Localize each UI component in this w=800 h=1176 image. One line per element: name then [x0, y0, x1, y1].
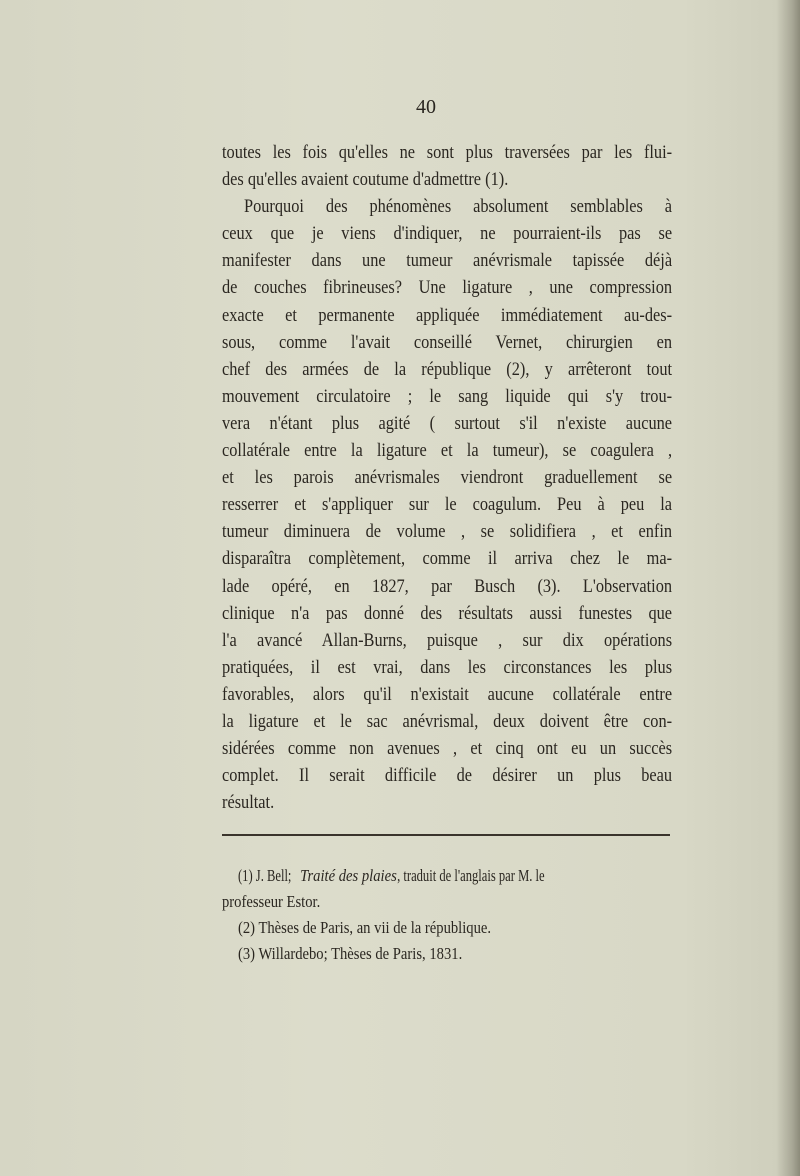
footnote-2: (2) Thèses de Paris, an vii de la république. — [238, 918, 492, 937]
text-line-content: l'a avancé Allan-Burns, puisque , sur dix opérations — [222, 629, 673, 651]
text-line — [222, 193, 672, 220]
text-line-content: clinique n'a pas donné des résultats aussi funestes que — [222, 602, 673, 624]
text-line-content: la ligature et le sac anévrismal, deux doivent être con- — [222, 710, 673, 732]
text-line — [222, 410, 672, 437]
text-line-content: resserrer et s'appliquer sur le coagulum. Peu à peu la — [222, 494, 673, 516]
body-text — [222, 139, 672, 816]
text-line — [222, 762, 672, 789]
text-line — [222, 491, 672, 518]
text-line-content: chef des armées de la république (2), y arrêteront tout — [222, 358, 673, 380]
footnote-1-continuation: professeur Estor. — [222, 892, 321, 911]
text-line — [222, 383, 672, 410]
text-line-content: des qu'elles avaient coutume d'admettre (1). — [222, 169, 509, 191]
footnote-1-prefix: (1) J. Bell; — [238, 866, 292, 885]
text-line-content: tumeur diminuera de volume , se solidifiera , et enfin — [222, 521, 673, 543]
text-line — [222, 573, 672, 600]
text-line-content: manifester dans une tumeur anévrismale tapissée déjà — [222, 250, 673, 272]
text-line — [222, 139, 672, 166]
text-line-content: de couches fibrineuses? Une ligature , une compression — [222, 277, 673, 299]
footnotes — [222, 863, 672, 967]
text-line — [222, 220, 672, 247]
text-line — [222, 681, 672, 708]
text-line — [222, 464, 672, 491]
footnote-1-title: Traité des plaies — [300, 866, 397, 885]
text-line — [222, 356, 672, 383]
text-line — [222, 274, 672, 301]
text-line — [222, 600, 672, 627]
text-line-content: ceux que je viens d'indiquer, ne pourraient-ils pas se — [222, 223, 673, 245]
text-line — [222, 654, 672, 681]
text-line-content: complet. Il serait difficile de désirer un plus beau — [222, 765, 673, 787]
text-line — [222, 708, 672, 735]
footnote-1-rest: , traduit de l'anglais par M. le — [396, 866, 545, 885]
text-line-content: sous, comme l'avait conseillé Vernet, chirurgien en — [222, 331, 673, 353]
page-number: 40 — [416, 96, 436, 118]
text-line — [222, 166, 672, 193]
text-line-content: pratiquées, il est vrai, dans les circonstances les plus — [222, 656, 673, 678]
text-line-content: et les parois anévrismales viendront graduellement se — [222, 467, 673, 489]
text-line-content: favorables, alors qu'il n'existait aucune collatérale entre — [222, 683, 673, 705]
text-line — [222, 302, 672, 329]
text-line-content: toutes les fois qu'elles ne sont plus traversées par les flui- — [222, 142, 673, 163]
text-line-content: résultat. — [222, 792, 275, 814]
text-line — [222, 329, 672, 356]
footnote-1 — [222, 863, 672, 889]
text-line-content: vera n'étant plus agité ( surtout s'il n'existe aucune — [222, 412, 673, 434]
text-line — [222, 437, 672, 464]
text-line — [222, 735, 672, 762]
text-line-content: disparaîtra complètement, comme il arriva chez le ma- — [222, 548, 673, 570]
text-line — [222, 627, 672, 654]
text-line — [222, 518, 672, 545]
text-line-content: sidérées comme non avenues , et cinq ont eu un succès — [222, 738, 673, 760]
text-line — [222, 247, 672, 274]
text-line-content: Pourquoi des phénomènes absolument semblables à — [244, 196, 673, 218]
footnote-separator — [222, 834, 670, 836]
text-line-content: collatérale entre la ligature et la tumeur), se coagulera , — [222, 440, 673, 462]
text-line-content: lade opéré, en 1827, par Busch (3). L'observation — [222, 575, 673, 597]
text-line-content: exacte et permanente appliquée immédiatement au-des- — [222, 304, 673, 326]
text-line-content: mouvement circulatoire ; le sang liquide qui s'y trou- — [222, 385, 673, 407]
text-line — [222, 789, 672, 816]
text-line — [222, 545, 672, 572]
footnote-3: (3) Willardebo; Thèses de Paris, 1831. — [238, 944, 463, 963]
